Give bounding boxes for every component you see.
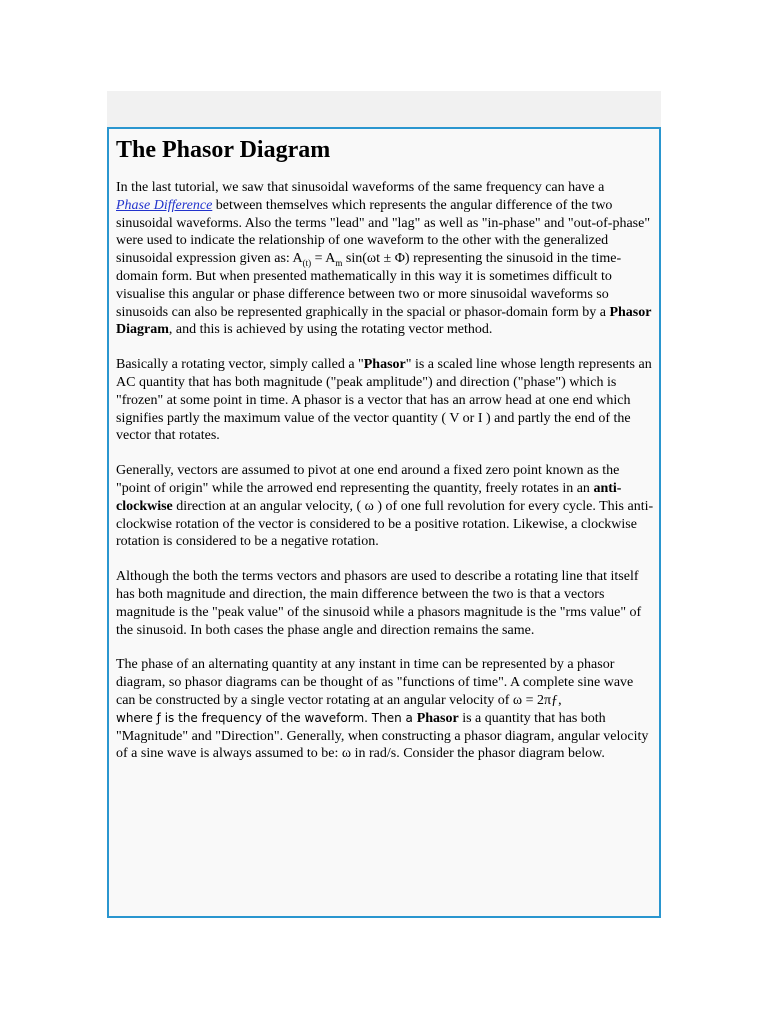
page-title: The Phasor Diagram — [116, 137, 331, 163]
text: , and this is achieved by using the rotating vector method. — [168, 322, 493, 338]
phase-difference-link[interactable]: Phase Difference — [116, 197, 213, 213]
text: between themselves which represents the angular difference of the two sinusoidal waveforms. Also the terms "lead" and "lag" as well as "in-phase" and "out-of-phase" were used to indicate the relationship of one waveform to the other with the generalized sinusoidal expression given as: A — [116, 197, 651, 267]
text: where ƒ is the frequency of the waveform. Then a — [116, 710, 417, 725]
paragraph-phase-function-of-time — [116, 656, 654, 763]
text: = A — [311, 251, 336, 267]
bold-term: Phasor Diagram — [116, 304, 652, 338]
paragraph-vectors-vs-phasors: Although the both the terms vectors and phasors are used to describe a rotating line that itself has both magnitude and direction, the main difference between the two is that a vectors magnitude is the "peak value" of the sinusoid while a phasors magnitude is the "rms value" of the sinusoid. In both cases the phase angle and direction remains the same. — [116, 569, 642, 638]
subscript: m — [335, 257, 343, 268]
bold-term: anti-clockwise — [116, 480, 622, 514]
text: Generally, vectors are assumed to pivot at one end around a fixed zero point known as the "point of origin" while the arrowed end representing the quantity, freely rotates in an — [116, 463, 620, 496]
text: Basically a rotating vector, simply called a " — [116, 357, 364, 373]
text: In the last tutorial, we saw that sinusoidal waveforms of the same frequency can have a — [116, 180, 605, 195]
subscript: (t) — [302, 257, 312, 268]
text: sin(ωt ± Φ) representing the sinusoid in the time-domain form. But when presented mathematically in this way it is sometimes difficult to visualise this angular or phase difference between two or more sinusoidal waveforms so sinusoids can also be represented graphically in the spacial or phasor-domain form by a — [116, 251, 622, 320]
article-content — [116, 135, 654, 780]
paragraph-rotation-direction — [116, 462, 654, 551]
paragraph-rotating-vector — [116, 356, 654, 445]
article-panel — [107, 127, 661, 918]
paragraph-intro — [116, 179, 654, 339]
text: is a quantity that has both "Magnitude" and "Direction". Generally, when constructing a phasor diagram, angular velocity of a sine wave is always assumed to be: ω in rad/s. Consider the phasor diagram below. — [116, 710, 649, 762]
text: " is a scaled line whose length represents an AC quantity that has both magnitude ("peak amplitude") and direction ("phase") which is "frozen" at some point in time. A phasor is a vector that has an arrow head at one end which signifies partly the maximum value of the vector quantity ( V or I ) and partly the end of the vector that rotates. — [116, 357, 652, 444]
bold-term: Phasor — [363, 357, 406, 373]
top-bar — [107, 91, 661, 127]
text: direction at an angular velocity, ( ω ) of one full revolution for every cycle. This anti-clockwise rotation of the vector is considered to be a positive rotation. Likewise, a clockwise rotation is considered to be a negative rotation. — [116, 498, 654, 550]
text: The phase of an alternating quantity at any instant in time can be represented by a phasor diagram, so phasor diagrams can be thought of as "functions of time". A complete sine wave can be constructed by a single vector rotating at an angular velocity of ω = 2πƒ, — [116, 657, 634, 708]
bold-term: Phasor — [416, 710, 459, 726]
